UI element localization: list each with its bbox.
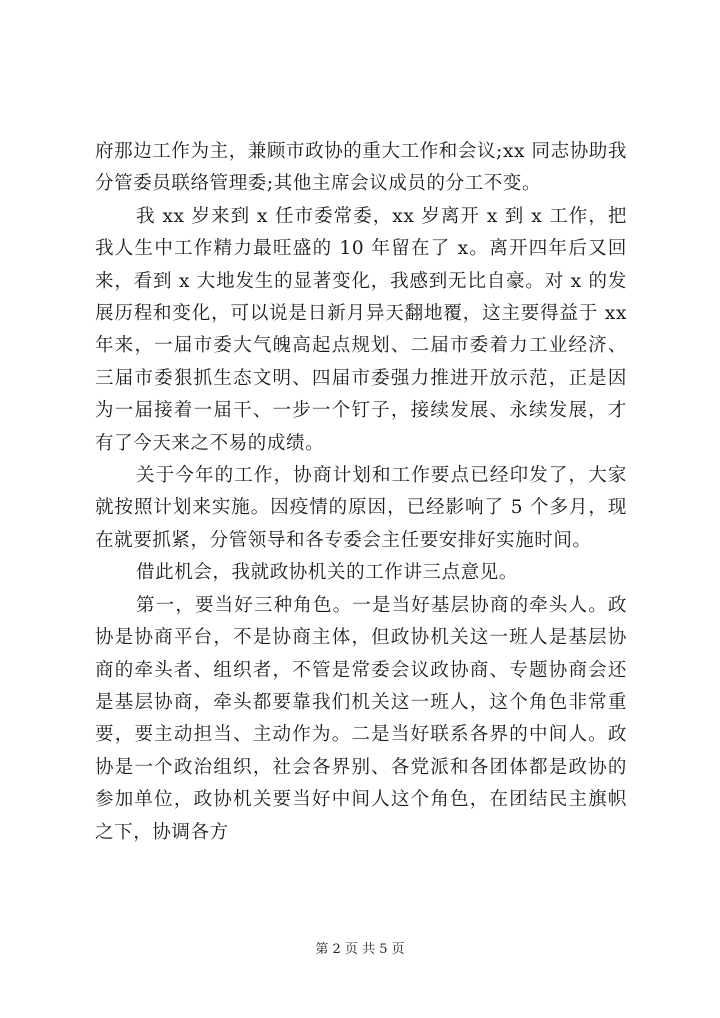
paragraph-1: 府那边工作为主，兼顾市政协的重大工作和会议;xx 同志协助我分管委员联络管理委;其他主席会议成员的分工不变。 [95,141,627,195]
document-body [95,136,627,849]
paragraph-2: 我 xx 岁来到 x 任市委常委，xx 岁离开 x 到 x 工作，把我人生中工作精力最旺盛的 10 年留在了 x。离开四年后又回来，看到 x 大地发生的显著变化，我感到无比自豪。对 x 的发展历程和变化，可以说是日新月异天翻地覆，这主要得益于 xx 年来，一届市委大气魄高起点规划、二届市委着力工业经济、三届市委狠抓生态文明、四届市委强力推进开放示范，正是因为一届接着一届干、一步一个钉子，接续发展、永续发展，才有了今天来之不易的成绩。 [95,205,627,454]
page-footer: 第 2 页 共 5 页 [315,942,405,957]
paragraph-4: 借此机会，我就政协机关的工作讲三点意见。 [136,562,519,584]
paragraph-3: 关于今年的工作，协商计划和工作要点已经印发了，大家就按照计划来实施。因疫情的原因，已经影响了 5 个多月，现在就要抓紧，分管领导和各专委会主任要安排好实施时间。 [95,465,627,551]
paragraph-5: 第一，要当好三种角色。一是当好基层协商的牵头人。政协是协商平台，不是协商主体，但政协机关这一班人是基层协商的牵头者、组织者，不管是常委会议政协商、专题协商会还是基层协商，牵头都要靠我们机关这一班人，这个角色非常重要，要主动担当、主动作为。二是当好联系各界的中间人。政协是一个政治组织，社会各界别、各党派和各团体都是政协的参加单位，政协机关要当好中间人这个角色，在团结民主旗帜之下，协调各方 [95,594,627,843]
